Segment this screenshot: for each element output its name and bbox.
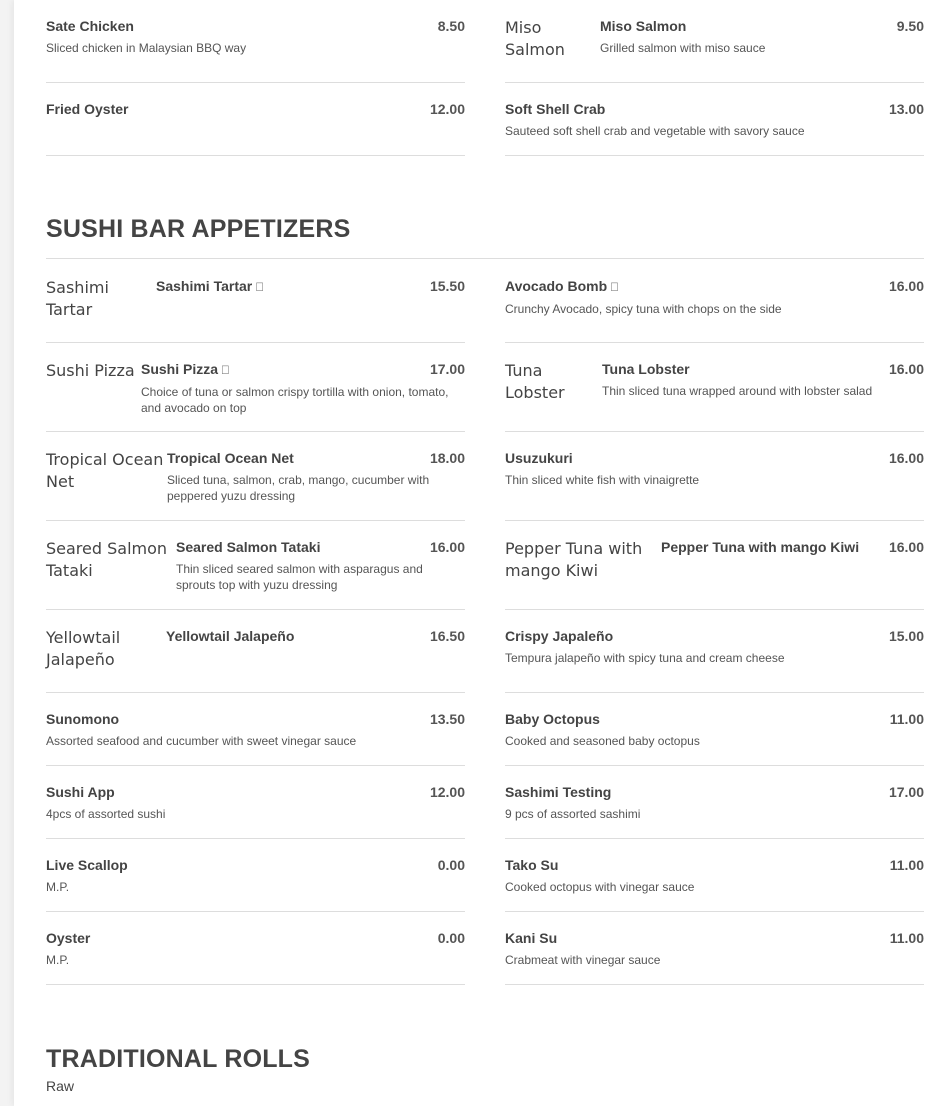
menu-item-price: 12.00 [429, 101, 465, 117]
menu-item-price: 16.00 [888, 278, 924, 294]
section-divider [46, 258, 924, 259]
menu-item-description: 9 pcs of assorted sashimi [505, 807, 641, 821]
menu-item[interactable] [505, 929, 924, 985]
menu-item[interactable] [46, 710, 465, 766]
item-divider [505, 431, 924, 432]
menu-item-description: 4pcs of assorted sushi [46, 807, 166, 821]
menu-item-name: Avocado Bomb [505, 277, 619, 296]
section-sushi-bar-appetizers [46, 215, 924, 244]
menu-item-image[interactable]: Sashimi Tartar [46, 278, 109, 319]
item-divider [46, 984, 465, 985]
menu-item-name: Pepper Tuna with mango Kiwi [661, 539, 860, 555]
item-divider [46, 692, 465, 693]
menu-item-description: Crabmeat with vinegar sauce [505, 953, 661, 967]
menu-item-description: Sliced chicken in Malaysian BBQ way [46, 41, 247, 55]
menu-item[interactable] [46, 783, 465, 839]
menu-row [46, 627, 924, 693]
spicy-icon [221, 363, 230, 377]
menu-item-price: 17.00 [888, 784, 924, 800]
menu-item-name: Sate Chicken [46, 18, 134, 34]
menu-item-price: 13.50 [429, 711, 465, 727]
menu-item-name: Tuna Lobster [602, 361, 690, 377]
menu-item-name: Soft Shell Crab [505, 101, 606, 117]
menu-item-price: 8.50 [437, 18, 465, 34]
menu-item[interactable] [46, 538, 465, 610]
menu-item-description: Crunchy Avocado, spicy tuna with chops on the side [505, 302, 782, 316]
item-divider [46, 431, 465, 432]
menu-item[interactable] [46, 627, 465, 693]
menu-item-name: Sashimi Tartar [156, 277, 264, 296]
menu-item[interactable] [505, 17, 924, 83]
menu-item-description: Tempura jalapeño with spicy tuna and cream cheese [505, 651, 785, 665]
menu-item-price: 16.50 [429, 628, 465, 644]
menu-item-price: 13.00 [888, 101, 924, 117]
item-divider [505, 838, 924, 839]
menu-item-price: 18.00 [429, 450, 465, 466]
item-divider [505, 520, 924, 521]
section-traditional-rolls [46, 1045, 924, 1094]
menu-item-description: Sliced tuna, salmon, crab, mango, cucumber with peppered yuzu dressing [167, 473, 430, 503]
menu-item-description: Thin sliced tuna wrapped around with lobster salad [602, 384, 873, 398]
menu-row [46, 449, 924, 521]
menu-item-price: 11.00 [889, 711, 924, 727]
spicy-icon [255, 280, 264, 294]
menu-item-price: 15.00 [888, 628, 924, 644]
menu-item-name: Tako Su [505, 857, 559, 873]
menu-row [46, 783, 924, 839]
menu-item-price: 16.00 [429, 539, 465, 555]
item-divider [46, 155, 465, 156]
item-divider [505, 911, 924, 912]
menu-item-price: 11.00 [889, 857, 924, 873]
menu-item[interactable] [505, 710, 924, 766]
menu-item-image[interactable]: Tropical Ocean Net [46, 450, 164, 491]
menu-item-image[interactable]: Yellowtail Jalapeño [46, 628, 121, 669]
menu-item-image[interactable]: Tuna Lobster [505, 361, 565, 402]
item-divider [46, 82, 465, 83]
menu-item-price: 12.00 [429, 784, 465, 800]
menu-row [46, 100, 924, 156]
menu-item-image[interactable]: Miso Salmon [505, 18, 565, 59]
menu-item-name: Sashimi Testing [505, 784, 612, 800]
menu-page [14, 0, 950, 1106]
menu-item-name: Sunomono [46, 711, 120, 727]
item-divider [505, 82, 924, 83]
menu-item[interactable] [505, 360, 924, 432]
menu-item-name: Live Scallop [46, 857, 128, 873]
item-divider [46, 765, 465, 766]
menu-item-description: Sauteed soft shell crab and vegetable with savory sauce [505, 124, 805, 138]
menu-row [46, 856, 924, 912]
menu-item-image[interactable]: Pepper Tuna with mango Kiwi [505, 539, 643, 580]
menu-item[interactable] [46, 100, 465, 156]
item-divider [46, 520, 465, 521]
item-divider [46, 609, 465, 610]
menu-item[interactable] [505, 449, 924, 521]
section-subtitle: Raw [46, 1078, 75, 1094]
item-divider [505, 155, 924, 156]
menu-item-name: Sushi App [46, 784, 115, 800]
item-divider [505, 984, 924, 985]
menu-item-image[interactable]: Sushi Pizza [46, 361, 135, 380]
menu-item[interactable] [46, 277, 465, 343]
menu-item-price: 16.00 [888, 361, 924, 377]
item-divider [505, 342, 924, 343]
menu-item-name: Yellowtail Jalapeño [166, 628, 295, 644]
item-divider [505, 609, 924, 610]
menu-item-name: Oyster [46, 930, 91, 946]
item-divider [46, 911, 465, 912]
menu-item-price: 0.00 [437, 857, 465, 873]
menu-item[interactable] [46, 929, 465, 985]
menu-item-price: 16.00 [888, 539, 924, 555]
item-divider [46, 838, 465, 839]
menu-item[interactable] [505, 538, 924, 610]
menu-item[interactable] [46, 360, 465, 432]
menu-item-description: Grilled salmon with miso sauce [600, 41, 766, 55]
menu-item-name: Crispy Japaleño [505, 628, 614, 644]
menu-item-name: Kani Su [505, 930, 558, 946]
menu-item-price: 0.00 [437, 930, 465, 946]
menu-item-name: Miso Salmon [600, 18, 687, 34]
menu-item-name: Tropical Ocean Net [167, 450, 294, 466]
menu-item-name: Baby Octopus [505, 711, 600, 727]
menu-item-description: Cooked octopus with vinegar sauce [505, 880, 695, 894]
spicy-icon [610, 280, 619, 294]
menu-item-description: M.P. [46, 953, 70, 967]
menu-item-description: Choice of tuna or salmon crispy tortilla with onion, tomato, and avocado on top [141, 385, 449, 415]
menu-item-description: Assorted seafood and cucumber with sweet vinegar sauce [46, 734, 357, 748]
menu-item[interactable] [46, 449, 465, 521]
menu-item-name: Sushi Pizza [141, 360, 230, 379]
menu-row [46, 929, 924, 985]
menu-item-image[interactable]: Seared Salmon Tataki [46, 539, 168, 580]
menu-row [46, 17, 924, 83]
menu-item[interactable] [505, 783, 924, 839]
section-title: SUSHI BAR APPETIZERS [46, 215, 351, 243]
item-divider [505, 765, 924, 766]
menu-row [46, 710, 924, 766]
menu-item-description: Thin sliced seared salmon with asparagus and sprouts top with yuzu dressing [176, 562, 423, 592]
menu-item[interactable] [505, 277, 924, 343]
item-divider [46, 342, 465, 343]
menu-item-price: 16.00 [888, 450, 924, 466]
menu-item-name: Usuzukuri [505, 450, 573, 466]
menu-item-description: Cooked and seasoned baby octopus [505, 734, 700, 748]
menu-row [46, 538, 924, 610]
menu-item-price: 17.00 [429, 361, 465, 377]
menu-item[interactable] [46, 17, 465, 83]
menu-item-price: 11.00 [889, 930, 924, 946]
menu-item-price: 9.50 [896, 18, 924, 34]
section-title: TRADITIONAL ROLLS [46, 1045, 311, 1073]
menu-item[interactable] [505, 627, 924, 693]
menu-item[interactable] [505, 856, 924, 912]
menu-item[interactable] [46, 856, 465, 912]
item-divider [505, 692, 924, 693]
menu-item-price: 15.50 [429, 278, 465, 294]
menu-row [46, 360, 924, 432]
menu-item-name: Seared Salmon Tataki [176, 539, 321, 555]
menu-item-description: M.P. [46, 880, 70, 894]
menu-item-name: Fried Oyster [46, 101, 129, 117]
menu-item-description: Thin sliced white fish with vinaigrette [505, 473, 700, 487]
menu-row [46, 277, 924, 343]
menu-item[interactable] [505, 100, 924, 156]
